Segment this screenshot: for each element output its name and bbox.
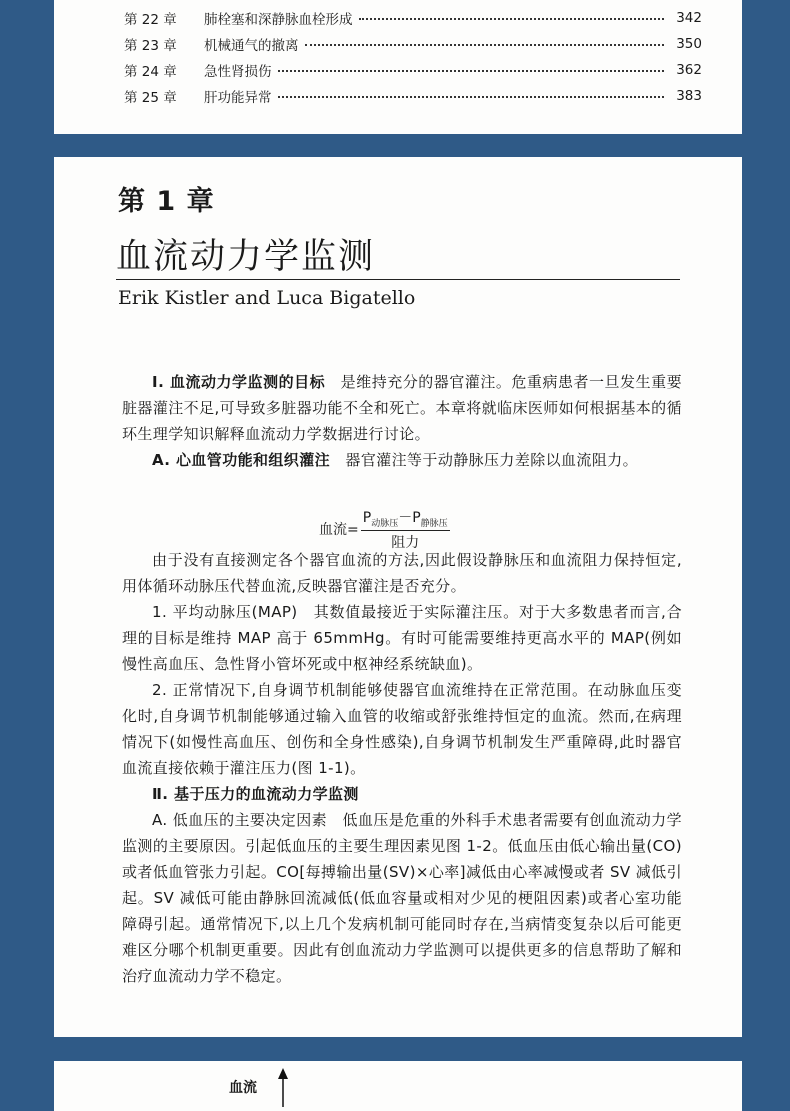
paragraph-text: 器官灌注等于动静脉压力差除以血流阻力。: [330, 451, 639, 469]
figure-panel: [54, 1061, 742, 1111]
formula-denominator: 阻力: [391, 534, 420, 551]
toc-chapter-title: 急性肾损伤: [204, 64, 272, 80]
paragraph-map: 1. 平均动脉压(MAP) 其数值最接近于实际灌注压。对于大多数患者而言,合理的目标是维持 MAP 高于 65mmHg。有时可能需要维持更高水平的 MAP(例如慢性高血压、急性肾小管坏死或中枢神经系统缺血)。: [122, 603, 682, 673]
toc-page-number: 350: [676, 36, 702, 52]
toc-page-number: 383: [676, 88, 702, 104]
toc-chapter-title: 肺栓塞和深静脉血栓形成: [204, 12, 353, 28]
toc-row[interactable]: [124, 5, 702, 31]
toc-leader-dots: [359, 12, 665, 20]
flow-formula: [319, 507, 450, 552]
paragraph-text: 是维持充分的器官灌注。危重病患者一旦发生重要脏器灌注不足,可导致多脏器功能不全和死亡。本章将就临床医师如何根据基本的循环生理学知识解释血流动力学数据进行讨论。: [122, 373, 683, 443]
paragraph-autoregulation: 2. 正常情况下,自身调节机制能够使器官血流维持在正常范围。在动脉血压变化时,自身调节机制能够通过输入血管的收缩或舒张维持恒定的血流。然而,在病理情况下(如慢性高血压、创伤和全身性感染),自身调节机制发生严重障碍,此时器官血流直接依赖于灌注压力(图 1-1)。: [122, 681, 682, 777]
toc-row[interactable]: [124, 83, 702, 109]
toc-leader-dots: [278, 64, 665, 72]
subsection-heading-a: A. 心血管功能和组织灌注: [152, 451, 331, 469]
body-text-block-2: [122, 547, 682, 989]
paragraph-assumption: 由于没有直接测定各个器官血流的方法,因此假设静脉压和血流阻力保持恒定,用体循环动脉压代替血流,反映器官灌注是否充分。: [122, 551, 682, 595]
paragraph-hypotension: A. 低血压的主要决定因素 低血压是危重的外科手术患者需要有创血流动力学监测的主要原因。引起低血压的主要生理因素见图 1-2。低血压由低心输出量(CO)或者低血管张力引起。CO[每搏输出量(SV)×心率]减低由心率减慢或者 SV 减低引起。SV 减低可能由静脉回流减低(低血容量或相对少见的梗阻因素)或者心室功能障碍引起。通常情况下,以上几个发病机制可能同时存在,当病情变复杂以后可能更难区分哪个机制更重要。因此有创血流动力学监测可以提供更多的信息帮助了解和治疗血流动力学不稳定。: [122, 811, 682, 985]
toc-leader-dots: [278, 90, 665, 98]
formula-lhs: 血流=: [319, 522, 359, 539]
toc-chapter-number: 第 25 章: [124, 90, 177, 106]
toc-chapter-number: 第 22 章: [124, 12, 177, 28]
toc-row[interactable]: [124, 31, 702, 57]
toc-page-number: 362: [676, 62, 702, 78]
section-heading-1: Ⅰ. 血流动力学监测的目标: [152, 373, 326, 391]
body-text-block-1: [122, 369, 682, 473]
chapter-title: 血流动力学监测: [116, 237, 376, 277]
formula-numerator: $P_{动脉压}-P_{静脉压}$: [361, 507, 450, 531]
section-heading-2: Ⅱ. 基于压力的血流动力学监测: [152, 785, 359, 803]
figure-axis-label: 血流: [229, 1080, 257, 1096]
toc-page-number: 342: [676, 10, 702, 26]
paragraph-goal: [122, 369, 682, 447]
toc-chapter-number: 第 23 章: [124, 38, 177, 54]
chapter-page: [54, 157, 742, 1037]
toc-leader-dots: [305, 38, 665, 46]
toc-chapter-title: 机械通气的撤离: [204, 38, 299, 54]
toc-chapter-number: 第 24 章: [124, 64, 177, 80]
paragraph-perfusion: [122, 447, 682, 473]
formula-fraction: [361, 507, 450, 552]
toc-row[interactable]: [124, 57, 702, 83]
axis-arrow-icon: [276, 1067, 290, 1107]
chapter-label: 第 1 章: [118, 186, 215, 217]
toc-chapter-title: 肝功能异常: [204, 90, 272, 106]
chapter-authors: Erik Kistler and Luca Bigatello: [118, 287, 416, 309]
title-divider: [116, 279, 680, 280]
toc-panel: [54, 0, 742, 134]
